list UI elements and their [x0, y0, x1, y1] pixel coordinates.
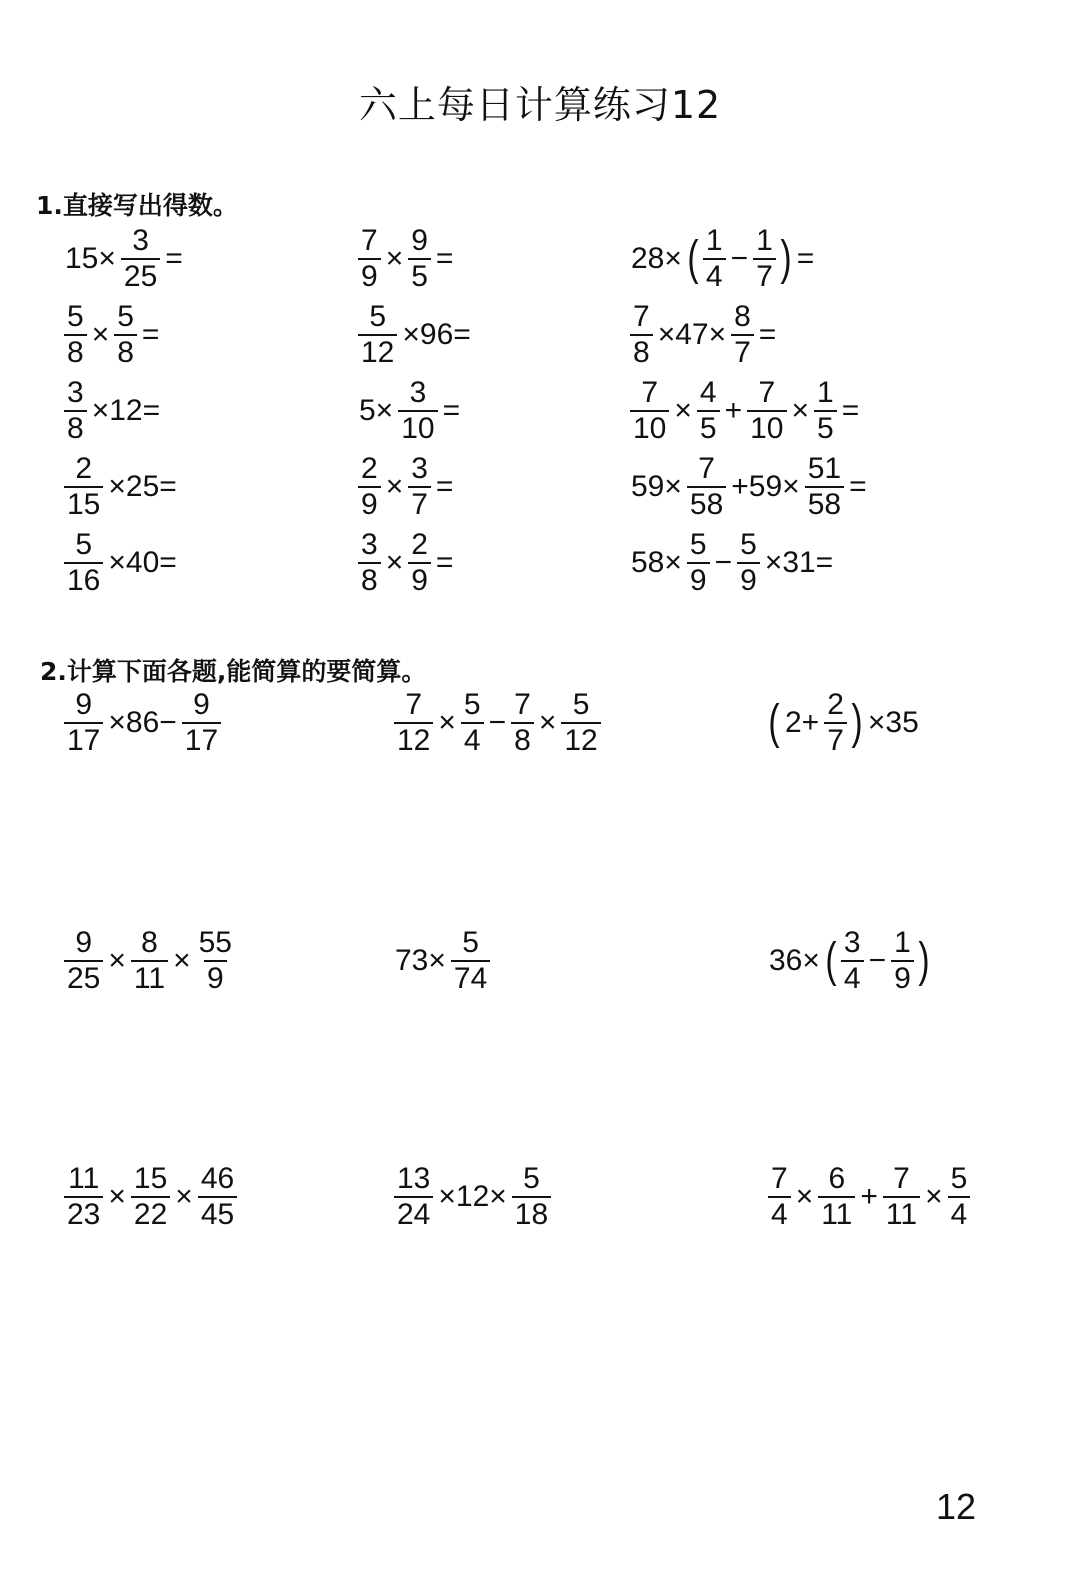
fraction-numerator: 5 [523, 1162, 540, 1195]
expression-text: 73× [395, 944, 446, 977]
fraction-numerator: 7 [758, 376, 776, 409]
expression-text: × [385, 470, 404, 503]
expression-text: × [108, 944, 126, 977]
fraction-denominator: 23 [64, 1196, 103, 1232]
fraction-numerator: 5 [67, 300, 84, 333]
fraction-denominator: 4 [841, 960, 864, 996]
expression-text: × [385, 242, 404, 275]
fraction [731, 300, 754, 370]
math-expression [356, 224, 456, 294]
fraction-numerator: 5 [369, 300, 387, 333]
fraction [64, 452, 103, 522]
fraction-numerator: 15 [133, 1162, 168, 1195]
expression-text: × [438, 706, 456, 739]
fraction-denominator: 24 [394, 1196, 433, 1232]
expression-text: ×40= [108, 546, 177, 579]
fraction-denominator: 7 [731, 334, 754, 370]
math-expression [628, 452, 870, 522]
parenthesis: ( [825, 934, 837, 987]
fraction-numerator: 9 [193, 688, 210, 721]
fraction-denominator: 11 [131, 960, 168, 996]
fraction [64, 926, 103, 996]
fraction-denominator: 9 [204, 960, 227, 996]
fraction [948, 1162, 971, 1232]
fraction [114, 300, 137, 370]
fraction-denominator: 12 [394, 722, 433, 758]
expression-text: + [860, 1180, 878, 1213]
fraction [408, 224, 431, 294]
fraction-denominator: 8 [511, 722, 534, 758]
fraction [512, 1162, 551, 1232]
expression-text: − [868, 944, 887, 977]
expression-text: = [435, 242, 454, 275]
fraction [64, 688, 103, 758]
fraction [883, 1162, 920, 1232]
expression-text: 59× [631, 470, 682, 503]
section1-heading: 1.直接写出得数。 [36, 191, 238, 220]
expression-text: = [758, 318, 777, 351]
fraction-denominator: 5 [408, 258, 431, 294]
math-expression [628, 300, 779, 370]
math-expression [62, 376, 163, 446]
fraction-numerator: 7 [514, 688, 531, 721]
fraction-denominator: 10 [630, 410, 669, 446]
fraction-denominator: 9 [687, 562, 710, 598]
fraction-denominator: 5 [697, 410, 720, 446]
fraction-denominator: 74 [451, 960, 490, 996]
fraction [131, 926, 168, 996]
fraction-numerator: 1 [705, 224, 723, 257]
fraction [737, 528, 760, 598]
math-expression [392, 926, 492, 996]
fraction-numerator: 7 [771, 1162, 788, 1195]
fraction-numerator: 3 [67, 376, 84, 409]
fraction [753, 224, 776, 294]
expression-text: = [435, 546, 454, 579]
fraction-denominator: 9 [408, 562, 431, 598]
fraction-numerator: 8 [734, 300, 751, 333]
fraction-denominator: 8 [630, 334, 653, 370]
fraction-denominator: 8 [64, 334, 87, 370]
math-expression [766, 1162, 972, 1232]
expression-text: +59× [731, 470, 800, 503]
fraction-denominator: 8 [64, 410, 87, 446]
math-expression [62, 452, 180, 522]
expression-text: ×86− [108, 706, 177, 739]
fraction [687, 528, 710, 598]
parenthesis: ( [768, 696, 780, 749]
fraction-denominator: 16 [64, 562, 103, 598]
expression-text: 5× [359, 394, 394, 427]
fraction-denominator: 8 [114, 334, 137, 370]
expression-text: 58× [631, 546, 682, 579]
math-expression [628, 376, 862, 446]
expression-text: ×47× [657, 318, 727, 351]
expression-text: ×25= [108, 470, 177, 503]
math-expression [62, 224, 186, 294]
fraction-numerator: 4 [699, 376, 717, 409]
fraction [64, 300, 87, 370]
fraction-numerator: 2 [827, 688, 844, 721]
fraction-numerator: 7 [698, 452, 715, 485]
fraction-numerator: 9 [75, 688, 93, 721]
fraction-numerator: 46 [200, 1162, 235, 1195]
fraction [818, 1162, 855, 1232]
fraction [64, 528, 103, 598]
fraction-numerator: 9 [411, 224, 428, 257]
fraction [630, 300, 653, 370]
fraction-numerator: 8 [141, 926, 158, 959]
fraction-numerator: 51 [807, 452, 842, 485]
expression-text: = [165, 242, 183, 275]
expression-text: × [538, 706, 557, 739]
fraction [182, 688, 221, 758]
math-expression [766, 926, 932, 996]
fraction-denominator: 4 [768, 1196, 791, 1232]
expression-text: ×35 [867, 706, 919, 739]
expression-text: = [796, 242, 815, 275]
math-expression [628, 528, 836, 598]
fraction [747, 376, 786, 446]
fraction-denominator: 22 [131, 1196, 170, 1232]
math-expression [356, 376, 463, 446]
fraction-denominator: 7 [408, 486, 431, 522]
fraction-numerator: 7 [405, 688, 423, 721]
fraction [358, 224, 381, 294]
math-expression [392, 688, 603, 758]
expression-text: × [385, 546, 404, 579]
math-expression [62, 528, 180, 598]
parenthesis: ) [918, 934, 930, 987]
fraction-denominator: 18 [512, 1196, 551, 1232]
page-number: 12 [935, 1486, 976, 1527]
fraction-numerator: 1 [894, 926, 911, 959]
fraction-numerator: 2 [75, 452, 93, 485]
expression-text: 36× [769, 944, 820, 977]
math-expression [766, 688, 922, 758]
fraction-denominator: 45 [198, 1196, 237, 1232]
fraction-numerator: 3 [132, 224, 149, 257]
fraction [687, 452, 726, 522]
math-expression [62, 688, 223, 758]
expression-text: + [724, 394, 743, 427]
fraction-numerator: 5 [740, 528, 757, 561]
expression-text: × [925, 1180, 943, 1213]
fraction-denominator: 10 [398, 410, 437, 446]
expression-text: × [175, 1180, 193, 1213]
fraction-numerator: 7 [633, 300, 650, 333]
fraction-numerator: 5 [75, 528, 93, 561]
expression-text: × [173, 944, 191, 977]
expression-text: × [795, 1180, 814, 1213]
fraction [198, 1162, 237, 1232]
fraction-denominator: 9 [358, 258, 381, 294]
fraction-numerator: 11 [68, 1162, 100, 1195]
fraction [841, 926, 864, 996]
expression-text: ×96= [402, 318, 471, 351]
fraction-numerator: 2 [411, 528, 428, 561]
fraction-denominator: 11 [818, 1196, 855, 1232]
fraction [824, 688, 847, 758]
math-expression [356, 452, 456, 522]
fraction-numerator: 3 [361, 528, 378, 561]
fraction-numerator: 3 [843, 926, 861, 959]
math-expression [62, 300, 162, 370]
fraction [408, 452, 431, 522]
fraction-numerator: 5 [572, 688, 590, 721]
fraction-denominator: 15 [64, 486, 103, 522]
parenthesis: ( [687, 232, 699, 285]
expression-text: 15× [65, 242, 116, 275]
section2-heading: 2.计算下面各题,能简算的要简算。 [40, 657, 427, 686]
fraction-numerator: 3 [409, 376, 427, 409]
expression-text: × [91, 318, 110, 351]
expression-text: − [488, 706, 507, 739]
expression-text: × [108, 1180, 126, 1213]
fraction [131, 1162, 170, 1232]
fraction [394, 688, 433, 758]
fraction [511, 688, 534, 758]
expression-text: × [791, 394, 810, 427]
expression-text: ×12= [91, 394, 161, 427]
fraction-numerator: 5 [689, 528, 707, 561]
fraction-numerator: 6 [828, 1162, 846, 1195]
fraction-denominator: 58 [687, 486, 726, 522]
expression-text: 28× [631, 242, 682, 275]
fraction-numerator: 7 [893, 1162, 910, 1195]
fraction-numerator: 13 [397, 1162, 431, 1195]
fraction-denominator: 25 [121, 258, 160, 294]
math-expression [356, 300, 474, 370]
expression-text: = [141, 318, 160, 351]
expression-text: = [849, 470, 867, 503]
math-expression [392, 1162, 553, 1232]
fraction-denominator: 12 [561, 722, 600, 758]
fraction [768, 1162, 791, 1232]
fraction-denominator: 17 [64, 722, 103, 758]
fraction [64, 1162, 103, 1232]
fraction-denominator: 17 [182, 722, 221, 758]
fraction-denominator: 4 [948, 1196, 971, 1232]
page-title: 六上每日计算练习12 [358, 83, 722, 127]
fraction-numerator: 7 [361, 224, 378, 257]
fraction [394, 1162, 433, 1232]
fraction-denominator: 7 [824, 722, 847, 758]
fraction [358, 300, 397, 370]
fraction [64, 376, 87, 446]
fraction-numerator: 5 [462, 926, 479, 959]
fraction [697, 376, 720, 446]
fraction [196, 926, 235, 996]
fraction-numerator: 55 [198, 926, 232, 959]
fraction-denominator: 12 [358, 334, 397, 370]
fraction [358, 528, 381, 598]
parenthesis: ) [780, 232, 792, 285]
math-expression [62, 926, 237, 996]
fraction-denominator: 8 [358, 562, 381, 598]
expression-text: × [674, 394, 692, 427]
math-expression [356, 528, 456, 598]
fraction-denominator: 9 [891, 960, 914, 996]
fraction [358, 452, 381, 522]
expression-text: = [435, 470, 454, 503]
fraction-numerator: 3 [411, 452, 428, 485]
fraction-denominator: 9 [737, 562, 760, 598]
fraction-denominator: 25 [64, 960, 103, 996]
fraction-numerator: 2 [361, 452, 378, 485]
fraction-numerator: 9 [75, 926, 93, 959]
fraction [451, 926, 490, 996]
fraction [814, 376, 837, 446]
fraction-numerator: 5 [463, 688, 481, 721]
expression-text: − [714, 546, 733, 579]
fraction [891, 926, 914, 996]
fraction-denominator: 4 [461, 722, 484, 758]
fraction-numerator: 5 [117, 300, 134, 333]
fraction-denominator: 9 [358, 486, 381, 522]
math-expression [62, 1162, 239, 1232]
expression-text: ×31= [764, 546, 834, 579]
fraction-numerator: 1 [817, 376, 834, 409]
fraction [561, 688, 600, 758]
fraction [805, 452, 844, 522]
fraction [630, 376, 669, 446]
expression-text: 2+ [784, 706, 820, 739]
fraction-denominator: 5 [814, 410, 837, 446]
expression-text: = [841, 394, 860, 427]
expression-text: = [442, 394, 461, 427]
fraction [408, 528, 431, 598]
fraction-denominator: 7 [753, 258, 776, 294]
fraction-numerator: 1 [756, 224, 773, 257]
fraction-denominator: 4 [703, 258, 726, 294]
parenthesis: ) [851, 696, 863, 749]
fraction-denominator: 10 [747, 410, 786, 446]
fraction-numerator: 7 [641, 376, 659, 409]
fraction [398, 376, 437, 446]
fraction-denominator: 11 [883, 1196, 920, 1232]
fraction-numerator: 5 [950, 1162, 968, 1195]
fraction [703, 224, 726, 294]
expression-text: ×12× [438, 1180, 507, 1213]
expression-text: − [730, 242, 749, 275]
math-expression [628, 224, 817, 294]
fraction [461, 688, 484, 758]
fraction [121, 224, 160, 294]
fraction-denominator: 58 [805, 486, 844, 522]
